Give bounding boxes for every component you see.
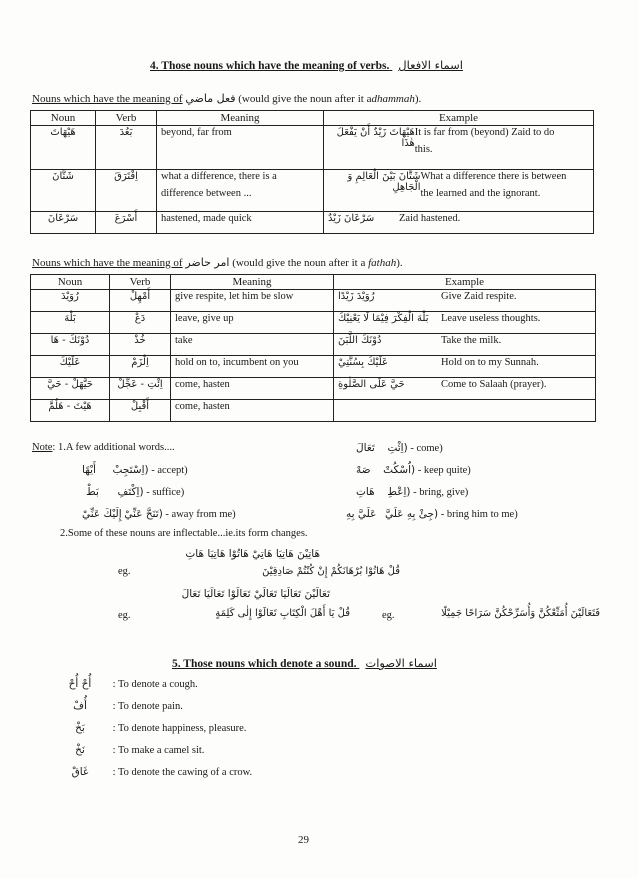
table-1-header-row	[31, 111, 594, 126]
section-4-title-ar: اسماء الافعال	[398, 58, 463, 72]
sound-meaning: : To denote the cawing of a crow.	[112, 767, 253, 778]
example-cell	[334, 400, 596, 422]
table-2-caption-pre: Nouns which have the meaning of	[32, 257, 183, 269]
sound-arabic: أُفْ	[73, 700, 87, 712]
word-arabic: عَلَيَّ بِهِ	[346, 508, 377, 520]
verb-cell: اِلْزَمْ	[110, 356, 171, 378]
table-2-header-noun: Noun	[31, 275, 110, 290]
example-english: Hold on to my Sunnah.	[441, 357, 539, 368]
additional-word	[356, 442, 596, 454]
example-line: It is far from (beyond) Zaid to do	[414, 127, 555, 138]
noun-cell: رُوَيْدَ	[31, 290, 110, 312]
table-1-caption-post: (would give the noun after it a	[238, 93, 372, 105]
example-arabic: دُوْنَكَ اللَّبَنَ	[338, 335, 382, 346]
sound-arabic: أُحْ أُحْ	[68, 678, 92, 690]
section-5-title-en: 5. Those nouns which denote a sound.	[172, 658, 357, 670]
noun-cell: هَيْهَاتَ	[31, 126, 96, 170]
table-row	[31, 378, 596, 400]
example-cell	[334, 290, 596, 312]
meaning-line: beyond, far from	[161, 127, 232, 138]
table-row	[31, 126, 594, 170]
example-english: Take the milk.	[441, 335, 502, 346]
verb-cell: اِئْتِ - عَجِّلْ	[110, 378, 171, 400]
sound-row	[50, 678, 450, 690]
table-row	[31, 400, 596, 422]
table-row	[31, 334, 596, 356]
verb-cell: خُذْ	[110, 334, 171, 356]
table-2	[30, 274, 596, 422]
word-english: - keep quite)	[417, 465, 471, 476]
word-english: - accept)	[151, 465, 188, 476]
word-arabic-paren: (جِئْ بِهِ عَلَيَّ	[385, 508, 439, 520]
sound-row	[50, 700, 450, 712]
inflection-taala: تَعَالَيْنَ تَعَالَيَا تَعَالَيْ تَعَالَوْا تَعَالَيَا تَعَالَ	[181, 588, 330, 600]
meaning-cell: take	[171, 334, 334, 356]
example-line: this.	[414, 144, 433, 155]
table-2-caption-ar: امر حاضر	[185, 256, 230, 269]
word-english: - bring, give)	[413, 487, 469, 498]
noun-cell: سَرْعَانَ	[31, 212, 96, 234]
noun-cell: شَتَّانَ	[31, 170, 96, 212]
section-4-title-en: 4. Those nouns which have the meaning of verbs.	[150, 60, 390, 72]
meaning-line: what a difference, there is a	[161, 171, 277, 182]
table-1-caption	[32, 92, 421, 105]
sound-row	[50, 744, 450, 756]
noun-cell: دُوْنَكَ - هَا	[31, 334, 110, 356]
meaning-cell: give respite, let him be slow	[171, 290, 334, 312]
example-cell	[324, 170, 594, 212]
section-5-title-ar: اسماء الاصوات	[365, 656, 437, 670]
sound-row	[50, 766, 450, 778]
section-5-title	[172, 656, 437, 670]
table-2-caption-post: (would give the noun after it a	[232, 257, 366, 269]
table-row	[31, 170, 594, 212]
word-english: - suffice)	[146, 487, 185, 498]
table-2-caption-end: ).	[396, 257, 403, 269]
sound-arabic: بَخْ	[75, 722, 85, 734]
example-english: Give Zaid respite.	[441, 291, 517, 302]
additional-word	[86, 486, 306, 498]
page-number: 29	[298, 834, 309, 846]
example-arabic: حَيَّ عَلَى الصَّلٰوةِ	[338, 379, 405, 390]
word-arabic-paren: (اِعْطِ	[387, 486, 411, 498]
example-hati: قُلْ هَاتُوْا بُرْهَانَكُمْ إِنْ كُنْتُمْ صَادِقِيْنَ	[262, 566, 400, 577]
example-cell	[334, 356, 596, 378]
verb-cell: اِفْتَرَقَ	[96, 170, 157, 212]
example-line: Zaid hastened.	[399, 213, 461, 224]
meaning-cell	[157, 212, 324, 234]
table-2-header-verb: Verb	[110, 275, 171, 290]
example-english	[421, 171, 589, 199]
note-line-2: 2.Some of these nouns are inflectable...ie.its form changes.	[60, 528, 308, 539]
meaning-line: difference between ...	[161, 188, 252, 199]
example-cell	[334, 334, 596, 356]
additional-word	[356, 464, 596, 476]
verb-cell: أَمْهِلْ	[110, 290, 171, 312]
sound-meaning: : To make a camel sit.	[112, 745, 205, 756]
verb-cell: أَقْبِلْ	[110, 400, 171, 422]
noun-cell: عَلَيْكَ	[31, 356, 110, 378]
example-arabic: رُوَيْدَ زَيْدًا	[338, 291, 375, 302]
table-1-caption-em: dhammah	[371, 93, 415, 105]
word-arabic-paren: (اُسْكُتْ	[383, 464, 416, 476]
additional-word	[356, 486, 596, 498]
table-1-caption-pre: Nouns which have the meaning of	[32, 93, 183, 105]
word-arabic: إِلَيْكَ عَنِّيْ	[82, 508, 122, 520]
sound-meaning: : To denote a cough.	[112, 679, 198, 690]
table-1-header-noun: Noun	[31, 111, 96, 126]
sound-meaning: : To denote happiness, pleasure.	[112, 723, 247, 734]
meaning-cell: hold on to, incumbent on you	[171, 356, 334, 378]
word-arabic-paren: (اِسْتَجِبْ	[112, 464, 149, 476]
word-arabic-paren: (اِكْتَفِ	[117, 486, 144, 498]
example-arabic: بَلْهَ الْفِكْرَ فِيْمَا لَا يَعْنِيْكَ	[338, 313, 429, 324]
sound-arabic: نَخْ	[75, 744, 85, 756]
word-arabic-paren: (اِئْتِ	[387, 442, 408, 454]
example-english: Leave useless thoughts.	[441, 313, 541, 324]
example-arabic: سَرْعَانَ زَيْدٌ	[328, 213, 375, 224]
example-taalaina: فَتَعَالَيْنَ أُمَتِّعْكُنَّ وَأُسَرِّحْكُنَّ سَرَاحًا جَمِيْلًا	[441, 608, 600, 619]
meaning-cell	[157, 126, 324, 170]
additional-word	[82, 464, 302, 476]
example-english: Come to Salaah (prayer).	[441, 379, 547, 390]
noun-cell: حَيَّهَلْ - حَيَّ	[31, 378, 110, 400]
example-cell	[334, 312, 596, 334]
table-2-caption-em: fathah	[368, 257, 397, 269]
word-english: - bring him to me)	[440, 509, 518, 520]
noun-cell: هَيْتَ - هَلُمَّ	[31, 400, 110, 422]
sound-meaning: : To denote pain.	[112, 701, 183, 712]
table-1-header-verb: Verb	[96, 111, 157, 126]
verb-cell: بَعُدَ	[96, 126, 157, 170]
eg-label: eg.	[118, 566, 131, 577]
section-4-title	[150, 58, 463, 72]
eg-label: eg.	[118, 610, 131, 621]
table-row	[31, 312, 596, 334]
verb-cell: أَسْرَعَ	[96, 212, 157, 234]
eg-label: eg.	[382, 610, 395, 621]
table-row	[31, 356, 596, 378]
example-taala: قُلْ يَا أَهْلَ الْكِتَابِ تَعَالَوْا إِلٰى كَلِمَةٍ	[215, 608, 350, 619]
table-2-header-example: Example	[334, 275, 596, 290]
verb-cell: دَعْ	[110, 312, 171, 334]
note-label: Note	[32, 442, 53, 453]
meaning-line: hastened, made quick	[161, 213, 252, 224]
example-english	[415, 127, 589, 155]
table-2-header-meaning: Meaning	[171, 275, 334, 290]
word-arabic: تَعَالَ	[356, 442, 375, 454]
table-1-caption-ar: فعل ماضي	[185, 92, 236, 105]
meaning-cell: come, hasten	[171, 378, 334, 400]
inflection-hati: هَاتِيْنَ هَاتِيَا هَاتِيْ هَاتُوْا هَاتِيَا هَاتِ	[185, 548, 320, 560]
table-row	[31, 290, 596, 312]
meaning-cell	[157, 170, 324, 212]
note-line-1-text: : 1.A few additional words....	[52, 442, 175, 453]
note-line-1	[32, 442, 175, 453]
word-arabic: صَهْ	[356, 464, 371, 476]
example-arabic: عَلَيْكَ بِسُنَّتِيْ	[338, 357, 388, 368]
word-arabic: بَطْ	[86, 486, 99, 498]
example-cell	[334, 378, 596, 400]
sound-arabic: غَاقْ	[71, 766, 89, 778]
table-1	[30, 110, 594, 234]
table-1-caption-end: ).	[414, 93, 422, 105]
word-arabic: أَيْهًا	[82, 464, 96, 476]
table-2-caption	[32, 256, 403, 269]
table-1-header-example: Example	[324, 111, 594, 126]
word-arabic-paren: (تَنَحَّ عَنِّيْ	[124, 508, 163, 520]
word-arabic: هَاتِ	[356, 486, 375, 498]
meaning-cell: come, hasten	[171, 400, 334, 422]
word-english: - come)	[410, 443, 443, 454]
example-line: What a difference there is between	[420, 171, 567, 182]
word-english: - away from me)	[165, 509, 236, 520]
meaning-cell: leave, give up	[171, 312, 334, 334]
example-arabic: هَيْهَاتَ زَيْدٌ أَنْ يَفْعَلَ هٰذَا	[336, 127, 415, 149]
example-arabic: شَتَّانَ بَيْنَ الْعَالِمِ وَ الْجَاهِلِ	[347, 171, 421, 193]
sound-row	[50, 722, 450, 734]
table-row	[31, 212, 594, 234]
noun-cell: بَلْهَ	[31, 312, 110, 334]
table-1-header-meaning: Meaning	[157, 111, 324, 126]
example-cell	[324, 126, 594, 170]
table-2-header-row	[31, 275, 596, 290]
example-english	[399, 213, 589, 224]
additional-word	[346, 508, 606, 520]
example-line: the learned and the ignorant.	[420, 188, 541, 199]
example-cell	[324, 212, 594, 234]
additional-word	[82, 508, 322, 520]
